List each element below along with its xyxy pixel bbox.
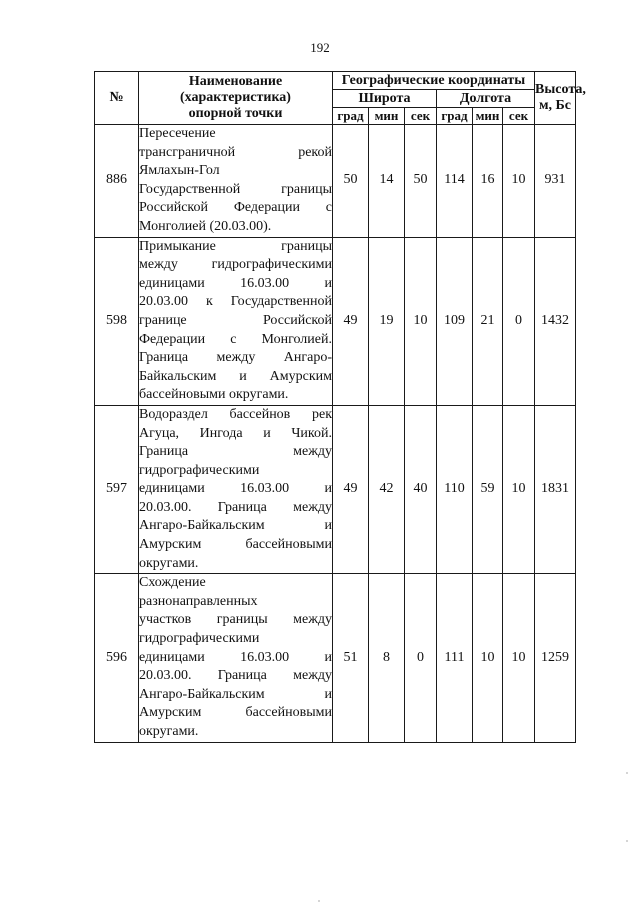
- table-row: [95, 574, 576, 742]
- lon-min-cell: 10: [473, 574, 503, 742]
- lon-min-cell: 59: [473, 405, 503, 573]
- lat-min-cell: 14: [369, 125, 405, 238]
- lat-grad-cell: 51: [333, 574, 369, 742]
- lon-grad-cell: 114: [437, 125, 473, 238]
- description-line: Ангаро-Байкальским и: [139, 518, 332, 534]
- description-line: округами.: [139, 555, 199, 571]
- lat-sec-cell: 40: [405, 405, 437, 573]
- header-number: №: [95, 72, 139, 125]
- description-line: Монголией (20.03.00).: [139, 218, 272, 234]
- height-cell: 1831: [535, 405, 576, 573]
- table-header: [95, 72, 586, 125]
- header-lon-min: мин: [473, 108, 503, 125]
- table-row: [95, 405, 576, 573]
- lat-grad-cell: 49: [333, 405, 369, 573]
- header-height: [535, 72, 586, 125]
- scan-speck: [626, 840, 628, 842]
- description-line: бассейновыми округами.: [139, 387, 289, 403]
- lat-min-cell: 19: [369, 237, 405, 405]
- description-line: 20.03.00. Граница между: [139, 499, 332, 515]
- lat-grad-cell: 49: [333, 237, 369, 405]
- lon-sec-cell: 10: [503, 574, 535, 742]
- lat-sec-cell: 50: [405, 125, 437, 238]
- description-line: единицами 16.03.00 и: [139, 649, 332, 665]
- lon-grad-cell: 110: [437, 405, 473, 573]
- description-line: Ямлахын-Гол: [139, 163, 220, 179]
- header-lat-min: мин: [369, 108, 405, 125]
- description-line: Байкальским и Амурским: [139, 368, 332, 384]
- description-line: Государственной границы: [139, 181, 332, 197]
- description-line: округами.: [139, 724, 199, 739]
- lon-min-cell: 16: [473, 125, 503, 238]
- description-line: Примыкание границы: [139, 238, 332, 254]
- header-name: [139, 72, 333, 125]
- lat-grad-cell: 50: [333, 125, 369, 238]
- description-line: единицами 16.03.00 и: [139, 275, 332, 291]
- lat-sec-cell: 10: [405, 237, 437, 405]
- lon-min-cell: 21: [473, 237, 503, 405]
- header-lat-grad: град: [333, 108, 369, 125]
- description-line: участков границы между: [139, 612, 332, 628]
- description-line: границе Российской: [139, 312, 332, 328]
- scan-speck: [318, 900, 320, 902]
- description-line: Амурским бассейновыми: [139, 537, 332, 553]
- description-line: Граница между: [139, 444, 332, 460]
- row-number: 886: [95, 125, 139, 238]
- description-line: 20.03.00. Граница между: [139, 668, 332, 684]
- description-line: 20.03.00 к Государственной: [139, 294, 332, 310]
- description-line: Схождение: [139, 575, 206, 591]
- header-latitude: Широта: [333, 90, 437, 108]
- table-row: [95, 237, 576, 405]
- lon-grad-cell: 109: [437, 237, 473, 405]
- header-name-line: опорной точки: [188, 106, 283, 121]
- header-lon-grad: град: [437, 108, 473, 125]
- description-line: Российской Федерации с: [139, 200, 332, 216]
- header-geo-coords: Географические координаты: [333, 72, 535, 90]
- height-cell: 931: [535, 125, 576, 238]
- description-line: Пересечение: [139, 126, 216, 141]
- height-cell: 1432: [535, 237, 576, 405]
- scan-speck: [626, 772, 628, 774]
- lat-sec-cell: 0: [405, 574, 437, 742]
- description-line: разнонаправленных: [139, 593, 258, 609]
- row-description: [139, 405, 333, 573]
- header-height-line: м, Бс: [539, 98, 572, 113]
- lon-sec-cell: 10: [503, 405, 535, 573]
- header-name-line: Наименование: [188, 74, 283, 89]
- row-description: [139, 574, 333, 742]
- header-lat-sec: сек: [405, 108, 437, 125]
- header-lon-sec: сек: [503, 108, 535, 125]
- table-body: [95, 125, 576, 743]
- row-number: 598: [95, 237, 139, 405]
- page-number: 192: [310, 40, 330, 55]
- lon-sec-cell: 10: [503, 125, 535, 238]
- description-line: единицами 16.03.00 и: [139, 481, 332, 497]
- height-cell: 1259: [535, 574, 576, 742]
- description-line: гидрографическими: [139, 631, 260, 647]
- description-line: Агуца, Ингода и Чикой.: [139, 425, 332, 441]
- table-row: [95, 125, 576, 238]
- header-height-line: Высота,: [535, 82, 586, 97]
- row-description: [139, 237, 333, 405]
- lat-min-cell: 42: [369, 405, 405, 573]
- description-line: гидрографическими: [139, 462, 260, 478]
- lon-grad-cell: 111: [437, 574, 473, 742]
- row-number: 596: [95, 574, 139, 742]
- description-line: Ангаро-Байкальским и: [139, 686, 332, 702]
- description-line: Граница между Ангаро-: [139, 350, 332, 366]
- header-name-line: (характеристика): [180, 90, 291, 105]
- header-longitude: Долгота: [437, 90, 535, 108]
- lat-min-cell: 8: [369, 574, 405, 742]
- row-number: 597: [95, 405, 139, 573]
- lon-sec-cell: 0: [503, 237, 535, 405]
- description-line: трансграничной рекой: [139, 144, 332, 160]
- row-description: [139, 125, 333, 238]
- description-line: между гидрографическими: [139, 257, 332, 273]
- description-line: Амурским бассейновыми: [139, 705, 332, 721]
- description-line: Водораздел бассейнов рек: [139, 406, 332, 422]
- description-line: Федерации с Монголией.: [139, 331, 332, 347]
- reference-points-table: [94, 71, 586, 743]
